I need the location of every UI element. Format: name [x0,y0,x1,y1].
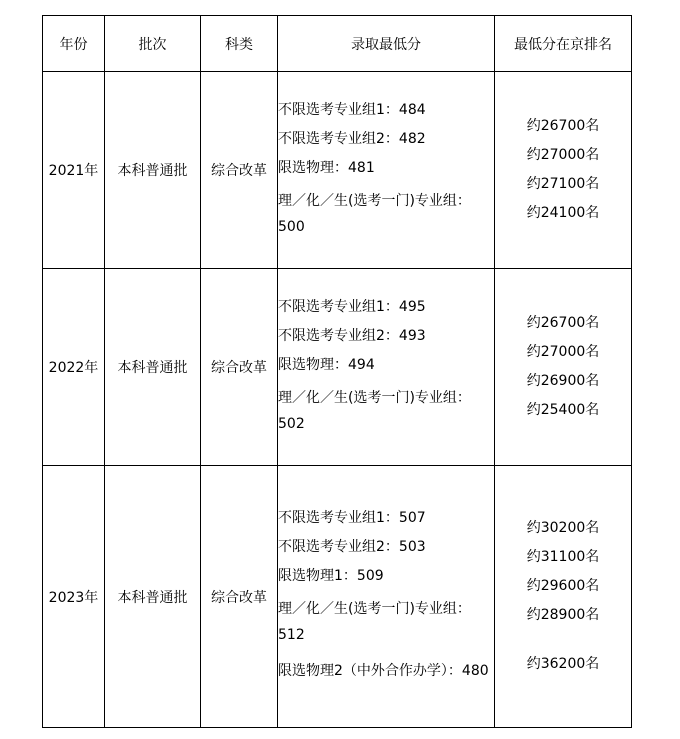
header-min-score: 录取最低分 [278,16,495,72]
category-cell: 综合改革 [201,72,278,269]
batch-cell: 本科普通批 [105,466,201,728]
score-line: 理／化／生(选考一门)专业组：512 [278,601,471,643]
header-rank: 最低分在京排名 [495,16,632,72]
score-line: 理／化／生(选考一门)专业组：500 [278,192,471,235]
rank-line: 约27000名 [526,147,600,163]
scores-cell [278,72,495,269]
scores-cell [278,269,495,466]
score-line: 不限选考专业组2：482 [278,130,426,147]
rank-line: 约29600名 [526,578,600,594]
score-line: 不限选考专业组2：503 [278,539,426,555]
header-category: 科类 [201,16,278,72]
table-row [43,466,632,728]
ranks-cell [495,72,632,269]
score-line: 不限选考专业组2：493 [278,327,426,344]
score-line: 限选物理：494 [278,356,375,373]
ranks-cell [495,269,632,466]
header-batch: 批次 [105,16,201,72]
rank-line: 约27000名 [526,344,600,360]
year-cell: 2023年 [43,466,105,728]
table-row [43,269,632,466]
scores-cell [278,466,495,728]
score-line: 不限选考专业组1：484 [278,101,426,118]
rank-line: 约26700名 [526,118,600,134]
score-line: 限选物理2（中外合作办学）：480 [278,663,489,679]
score-line: 不限选考专业组1：507 [278,510,426,526]
category-cell: 综合改革 [201,269,278,466]
header-row [43,16,632,72]
rank-line: 约27100名 [526,176,600,192]
rank-line: 约25400名 [526,402,600,418]
score-line: 理／化／生(选考一门)专业组：502 [278,389,471,432]
rank-line: 约36200名 [526,656,600,672]
rank-line: 约26900名 [526,373,600,389]
batch-cell: 本科普通批 [105,269,201,466]
rank-line: 约31100名 [526,549,600,565]
category-cell: 综合改革 [201,466,278,728]
table-row [43,72,632,269]
batch-cell: 本科普通批 [105,72,201,269]
year-cell: 2022年 [43,269,105,466]
rank-line: 约30200名 [526,520,600,536]
rank-line: 约24100名 [526,205,600,221]
rank-line: 约28900名 [526,607,600,623]
year-cell: 2021年 [43,72,105,269]
ranks-cell [495,466,632,728]
header-year: 年份 [43,16,105,72]
score-line: 限选物理：481 [278,159,375,176]
score-line: 不限选考专业组1：495 [278,298,426,315]
admission-table [42,15,632,728]
rank-line: 约26700名 [526,315,600,331]
score-line: 限选物理1：509 [278,568,384,584]
